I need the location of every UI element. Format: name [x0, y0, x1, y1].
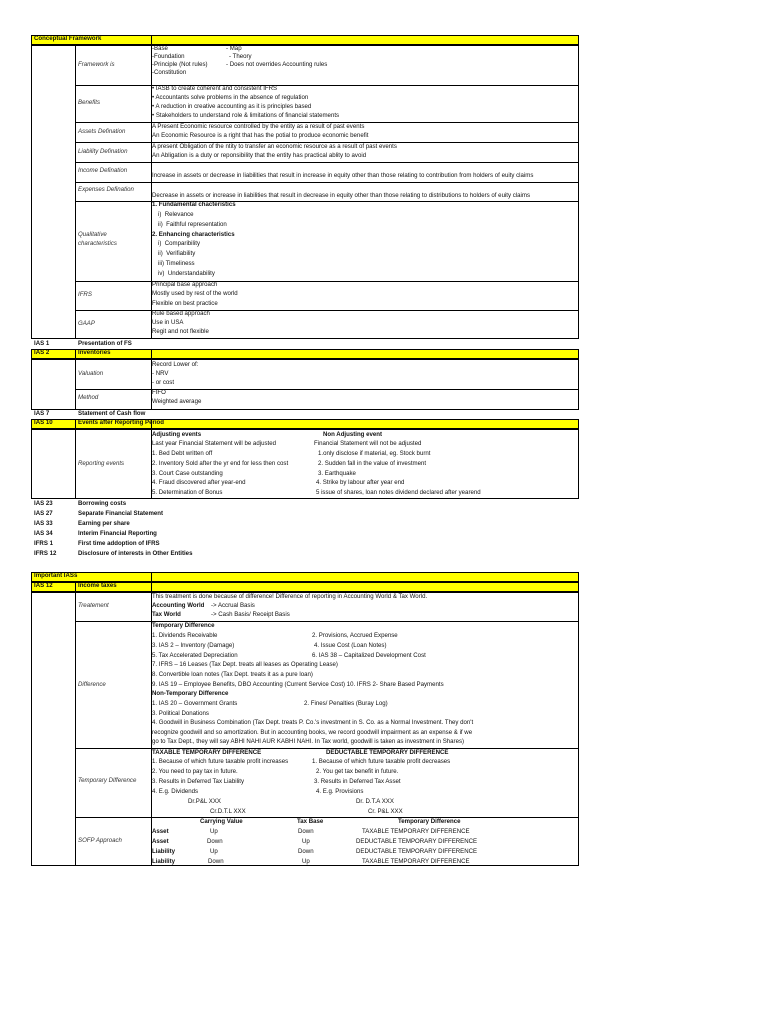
header-divider — [151, 349, 152, 359]
row-label: Liability Defination — [78, 148, 128, 155]
row-divider — [75, 621, 579, 622]
section-header-bar — [31, 572, 579, 582]
cell-text: Use in USA — [152, 319, 184, 326]
cell-text: ii) Verifiability — [158, 250, 196, 257]
table-row-label: Asset — [152, 828, 169, 835]
section-header-bar — [31, 349, 579, 359]
cell-text: Weighted average — [152, 398, 202, 405]
cell-text: Regit and not flexible — [152, 328, 209, 335]
journal-entry: Cr. P&L XXX — [368, 808, 403, 815]
cell-heading: Non-Temporary Difference — [152, 690, 229, 697]
cell-text: 4. E.g. Provisions — [316, 788, 364, 795]
cell-text: -Constitution — [152, 69, 187, 76]
column-heading: Tax Base — [297, 818, 324, 825]
col-divider — [75, 592, 76, 866]
standard-name: First time addoption of IFRS — [78, 540, 160, 547]
col-divider — [75, 429, 76, 499]
row-label: Expenses Defination — [78, 186, 134, 193]
section-title: Conceptual Framework — [34, 35, 102, 42]
cell-text: FIFO — [152, 389, 166, 396]
section-header-bar — [31, 35, 579, 45]
table-cell: Up — [302, 858, 310, 865]
cell-text: 9. IAS 19 – Employee Benefits, DBO Accounting (Current Service Cost) 10. IFRS 2- Share Based Payments — [152, 681, 444, 688]
journal-entry: Dr.P&L XXX — [188, 798, 221, 805]
standard-code: IFRS 1 — [34, 540, 53, 547]
cell-text: - Theory — [229, 53, 252, 60]
row-divider — [75, 817, 579, 818]
cell-text: 5. Tax Accelerated Depreciation — [152, 652, 238, 659]
row-label: Difference — [78, 681, 106, 688]
column-heading: TAXABLE TEMPORARY DIFFERENCE — [152, 749, 262, 756]
standard-name: Events after Reporting Period — [78, 419, 165, 426]
cell-text: iii) Timeliness — [158, 260, 195, 267]
cell-text: • Stakeholders to understand role & limitations of financial statements — [152, 112, 340, 119]
standard-name: Borrowing costs — [78, 500, 127, 507]
column-heading: Adjusting events — [152, 431, 202, 438]
table-cell: Up — [302, 838, 310, 845]
header-divider — [75, 582, 76, 592]
cell-text: Last year Financial Statement will be adjusted — [152, 440, 276, 447]
cell-text: 5. Determination of Bonus — [152, 489, 223, 496]
cell-text: • IASB to create coherent and consistent IFRS — [152, 85, 278, 92]
cell-text: 5 issue of shares, loan notes dividend declared after yearend — [316, 489, 481, 496]
row-label: Qualitative — [78, 231, 107, 238]
row-divider — [75, 281, 579, 282]
cell-text: 1.only disclose if material, eg. Stock burnt — [318, 450, 431, 457]
row-divider — [75, 201, 579, 202]
standard-code: IAS 7 — [34, 410, 50, 417]
cell-heading: Temporary Difference — [152, 622, 215, 629]
cell-heading: 2. Enhancing characteristics — [152, 231, 235, 238]
cell-text: 4. Fraud discovered after year-end — [152, 479, 246, 486]
cell-text: 6. IAS 38 – Capitalized Development Cost — [312, 652, 426, 659]
cell-text: A present Obligation of the ntity to transfer an economic resource as a result of past events — [152, 143, 397, 150]
cell-text: 7. IFRS – 16 Leases (Tax Dept. treats all leases as Operating Lease) — [152, 661, 338, 668]
col-divider — [75, 45, 76, 339]
standard-code: IAS 12 — [34, 582, 53, 589]
table-row-label: Liability — [152, 858, 176, 865]
row-label: GAAP — [78, 320, 95, 327]
cell-text: 4. Strike by labour after year end — [316, 479, 405, 486]
cell-text: 3. Earthquake — [318, 470, 356, 477]
cell-text: 2. You get tax benefit in future. — [316, 768, 399, 775]
cell-text: 1. Bed Debt written off — [152, 450, 213, 457]
standard-code: IAS 1 — [34, 340, 50, 347]
cell-text: 4. Goodwill in Business Combination (Tax Dept. treats P. Co.'s investment in S. Co. as a Normal Investment. They don't — [152, 719, 474, 726]
cell-text: 1. Because of which future taxable profit increases — [152, 758, 289, 765]
row-label: Framework is — [78, 61, 115, 68]
table-cell: DEDUCTABLE TEMPORARY DIFFERENCE — [356, 838, 478, 845]
standard-code: IAS 2 — [34, 349, 50, 356]
cell-text: Financial Statement will not be adjusted — [314, 440, 422, 447]
table-cell: TAXABLE TEMPORARY DIFFERENCE — [362, 858, 470, 865]
cell-text: A Present Economic resource controlled by the entity as a result of past events — [152, 123, 365, 130]
table-cell: Down — [208, 858, 224, 865]
cell-text: Decrease in assets or increase in liabilities that result in decrease in equity other than those relating to distributions to holders of euity claims — [152, 192, 531, 199]
cell-text: recognize goodwill and so amortization. But in accounting books, we record goodwill impairment as an expense & if we — [152, 729, 473, 736]
cell-heading: 1. Fundamental chacteristics — [152, 201, 236, 208]
cell-heading: Accounting World — [152, 602, 205, 609]
cell-text: - NRV — [152, 370, 169, 377]
row-label: IFRS — [78, 291, 92, 298]
row-label: Treatement — [78, 602, 109, 609]
cell-text: Rule based approach — [152, 310, 210, 317]
header-divider — [75, 419, 76, 429]
row-label: Income Defination — [78, 167, 128, 174]
cell-text: - Map — [226, 45, 242, 52]
standard-code: IFRS 12 — [34, 550, 57, 557]
standard-name: Income taxes — [78, 582, 117, 589]
cell-text: An Abligation is a duty or reponsibility that the entity has practical ablity to avoid — [152, 152, 367, 159]
cell-text: -> Accrual Basis — [211, 602, 255, 609]
row-divider — [75, 310, 579, 311]
row-label: Method — [78, 394, 99, 401]
row-label: Assets Defination — [78, 128, 126, 135]
journal-entry: Cr.D.T.L XXX — [210, 808, 246, 815]
standard-name: Statement of Cash flow — [78, 410, 146, 417]
section-title: Important IASs — [34, 572, 78, 579]
row-divider — [75, 182, 579, 183]
column-heading: Carrying Value — [200, 818, 243, 825]
row-label: Valuation — [78, 370, 104, 377]
cell-text: Principal base approach — [152, 281, 218, 288]
cell-text: Increase in assets or decrease in liabilities that result in increase in equity other than those relating to contribution from holders of euity claims — [152, 172, 534, 179]
row-label: Reporting events — [78, 460, 125, 467]
cell-text: -Base — [152, 45, 168, 52]
table-cell: Up — [210, 848, 218, 855]
cell-text: - or cost — [152, 379, 175, 386]
cell-text: 4. Issue Cost (Loan Notes) — [314, 642, 387, 649]
cell-text: 2. Inventory Sold after the yr end for less then cost — [152, 460, 289, 467]
cell-text: Record Lower of: — [152, 361, 199, 368]
cell-text: -Foundation — [152, 53, 185, 60]
cell-text: 2. Fines/ Penalties (Buray Log) — [304, 700, 388, 707]
cell-text: • Accountants solve problems in the absence of regulation — [152, 94, 309, 101]
cell-text: Flexible on best practice — [152, 300, 218, 307]
cell-text: 1. Because of which future taxable profit decreases — [312, 758, 451, 765]
table-cell: Down — [207, 838, 223, 845]
cell-text: An Economic Resource is a right that has the potial to produce economic benefit — [152, 132, 369, 139]
standard-code: IAS 23 — [34, 500, 53, 507]
standard-name: Separate Financial Statement — [78, 510, 164, 517]
cell-text: 2. You need to pay tax in future. — [152, 768, 238, 775]
cell-text: go to Tax Dept., they will say ABHI NAHI AUR KABHI NAHI. In Tax world, goodwill is taken as investment in Shares) — [152, 738, 465, 745]
standard-name: Presentation of FS — [78, 340, 132, 347]
cell-text: 3. Results in Deferred Tax Liability — [152, 778, 245, 785]
column-heading: Temporary Difference — [398, 818, 461, 825]
table-cell: DEDUCTABLE TEMPORARY DIFFERENCE — [356, 848, 478, 855]
standard-code: IAS 33 — [34, 520, 53, 527]
cell-text: 8. Convertible loan notes (Tax Dept. treats it as a pure loan) — [152, 671, 313, 678]
standard-name: Inventories — [78, 349, 111, 356]
row-label: characteristics — [78, 240, 117, 247]
row-label: SOFP Approach — [78, 837, 122, 844]
standard-code: IAS 10 — [34, 419, 53, 426]
cell-text: 3. IAS 2 – Inventory (Damage) — [152, 642, 235, 649]
cell-text: ii) Faithful representation — [158, 221, 227, 228]
cell-text: i) Comparibility — [158, 240, 200, 247]
cell-text: 3. Results in Deferred Tax Asset — [314, 778, 401, 785]
cell-heading: Tax World — [152, 611, 181, 618]
table-cell: Down — [298, 828, 314, 835]
cell-text: iv) Understandability — [158, 270, 215, 277]
row-divider — [75, 389, 579, 390]
standard-name: Interim Financial Reporting — [78, 530, 157, 537]
row-label: Benefits — [78, 99, 101, 106]
row-divider — [75, 162, 579, 163]
header-divider — [151, 572, 152, 582]
table-cell: TAXABLE TEMPORARY DIFFERENCE — [362, 828, 470, 835]
cell-text: -Principle (Not rules) — [152, 61, 208, 68]
standard-code: IAS 34 — [34, 530, 53, 537]
cell-text: Mostly used by rest of the world — [152, 290, 238, 297]
standard-name: Earning per share — [78, 520, 130, 527]
cell-text: 4. E.g. Dividends — [152, 788, 199, 795]
table-row-label: Liability — [152, 848, 176, 855]
row-label: Temporary Difference — [78, 777, 137, 784]
cell-text: • A reduction in creative accounting as it is principles based — [152, 103, 312, 110]
table-cell: Down — [298, 848, 314, 855]
cell-text: - Does not overrides Accounting rules — [226, 61, 328, 68]
cell-text: 1. IAS 20 – Government Grants — [152, 700, 238, 707]
column-heading: Non Adjusting event — [323, 431, 383, 438]
row-divider — [75, 85, 579, 86]
standard-code: IAS 27 — [34, 510, 53, 517]
header-divider — [151, 35, 152, 45]
header-divider — [75, 349, 76, 359]
col-divider — [75, 359, 76, 410]
cell-text: 3. Court Case outstanding — [152, 470, 223, 477]
cell-text: This treatment is done because of difference! Difference of reporting in Accounting World & Tax World. — [152, 593, 428, 600]
cell-text: 2. Provisions, Accrued Expense — [312, 632, 398, 639]
column-heading: DEDUCTABLE TEMPORARY DIFFERENCE — [326, 749, 449, 756]
standard-name: Disclosure of interests in Other Entities — [78, 550, 193, 557]
cell-text: -> Cash Basis/ Receipt Basis — [211, 611, 290, 618]
cell-text: i) Relevance — [158, 211, 194, 218]
journal-entry: Dr. D.T.A XXX — [356, 798, 394, 805]
table-cell: Up — [210, 828, 218, 835]
cell-text: 3. Political Donations — [152, 710, 209, 717]
header-divider — [151, 582, 152, 592]
cell-text: 2. Sudden fall in the value of investment — [318, 460, 427, 467]
cell-text: 1. Dividends Receivable — [152, 632, 218, 639]
table-row-label: Asset — [152, 838, 169, 845]
inventories-table — [31, 359, 579, 410]
